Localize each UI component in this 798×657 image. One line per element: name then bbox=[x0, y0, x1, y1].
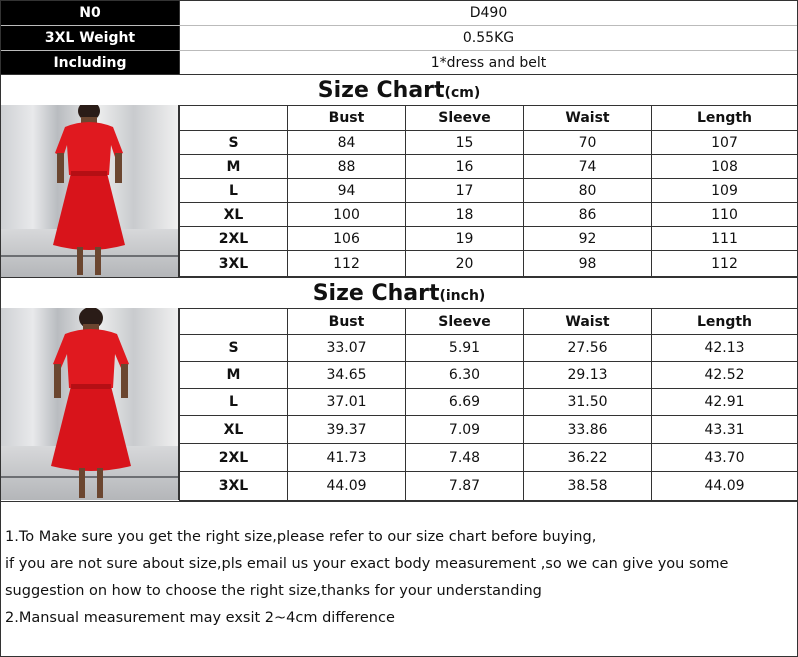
table-header-row bbox=[180, 309, 798, 335]
sleeve-cell: 6.69 bbox=[406, 389, 524, 416]
table-row bbox=[180, 203, 798, 227]
info-row-including bbox=[1, 51, 797, 75]
length-cell: 111 bbox=[652, 227, 798, 251]
length-cell: 112 bbox=[652, 251, 798, 277]
sleeve-cell: 16 bbox=[406, 155, 524, 179]
sleeve-cell: 18 bbox=[406, 203, 524, 227]
note-line: 2.Mansual measurement may exsit 2~4cm difference bbox=[5, 610, 395, 626]
sleeve-cell: 7.87 bbox=[406, 472, 524, 501]
size-cell: 3XL bbox=[180, 251, 288, 277]
column-header bbox=[180, 106, 288, 131]
size-cell: M bbox=[180, 362, 288, 389]
table-row bbox=[180, 472, 798, 501]
sleeve-cell: 19 bbox=[406, 227, 524, 251]
column-header-sleeve: Sleeve bbox=[406, 106, 524, 131]
table-row bbox=[180, 155, 798, 179]
column-header-sleeve: Sleeve bbox=[406, 309, 524, 335]
length-cell: 42.13 bbox=[652, 335, 798, 362]
waist-cell: 92 bbox=[524, 227, 652, 251]
size-cell: M bbox=[180, 155, 288, 179]
chart-title-cm bbox=[1, 74, 797, 106]
info-value: 1*dress and belt bbox=[179, 51, 797, 75]
info-label: 3XL Weight bbox=[1, 26, 179, 50]
dress-photo bbox=[1, 308, 179, 500]
waist-cell: 31.50 bbox=[524, 389, 652, 416]
size-cell: S bbox=[180, 131, 288, 155]
column-header-waist: Waist bbox=[524, 106, 652, 131]
column-header-bust: Bust bbox=[288, 106, 406, 131]
size-cell: L bbox=[180, 389, 288, 416]
waist-cell: 98 bbox=[524, 251, 652, 277]
table-row bbox=[180, 362, 798, 389]
bust-cell: 39.37 bbox=[288, 416, 406, 444]
waist-cell: 74 bbox=[524, 155, 652, 179]
length-cell: 42.91 bbox=[652, 389, 798, 416]
column-header-waist: Waist bbox=[524, 309, 652, 335]
bust-cell: 44.09 bbox=[288, 472, 406, 501]
table-row bbox=[180, 444, 798, 472]
info-value: D490 bbox=[179, 1, 797, 25]
length-cell: 44.09 bbox=[652, 472, 798, 501]
info-value: 0.55KG bbox=[179, 26, 797, 50]
size-cell: XL bbox=[180, 203, 288, 227]
bust-cell: 94 bbox=[288, 179, 406, 203]
waist-cell: 80 bbox=[524, 179, 652, 203]
waist-cell: 70 bbox=[524, 131, 652, 155]
bust-cell: 106 bbox=[288, 227, 406, 251]
waist-cell: 86 bbox=[524, 203, 652, 227]
model-in-red-dress-image bbox=[1, 308, 178, 500]
length-cell: 109 bbox=[652, 179, 798, 203]
bust-cell: 84 bbox=[288, 131, 406, 155]
sleeve-cell: 15 bbox=[406, 131, 524, 155]
column-header bbox=[180, 309, 288, 335]
chart-title-text: Size Chart bbox=[312, 280, 440, 306]
size-cell: S bbox=[180, 335, 288, 362]
sleeve-cell: 17 bbox=[406, 179, 524, 203]
product-info-table bbox=[1, 1, 797, 73]
length-cell: 43.31 bbox=[652, 416, 798, 444]
sleeve-cell: 7.09 bbox=[406, 416, 524, 444]
bust-cell: 33.07 bbox=[288, 335, 406, 362]
size-cell: L bbox=[180, 179, 288, 203]
table-row bbox=[180, 227, 798, 251]
table-row bbox=[180, 389, 798, 416]
info-label: Including bbox=[1, 51, 179, 75]
size-cell: XL bbox=[180, 416, 288, 444]
info-row-weight bbox=[1, 26, 797, 51]
bust-cell: 112 bbox=[288, 251, 406, 277]
chart-unit: (cm) bbox=[444, 85, 481, 101]
note-line: if you are not sure about size,pls email us your exact body measurement ,so we can give you some bbox=[5, 556, 729, 572]
length-cell: 110 bbox=[652, 203, 798, 227]
table-row bbox=[180, 251, 798, 277]
table-row bbox=[180, 131, 798, 155]
size-cell: 3XL bbox=[180, 472, 288, 501]
note-line: 1.To Make sure you get the right size,please refer to our size chart before buying, bbox=[5, 529, 597, 545]
waist-cell: 33.86 bbox=[524, 416, 652, 444]
length-cell: 108 bbox=[652, 155, 798, 179]
size-cell: 2XL bbox=[180, 444, 288, 472]
sleeve-cell: 7.48 bbox=[406, 444, 524, 472]
table-row bbox=[180, 416, 798, 444]
waist-cell: 27.56 bbox=[524, 335, 652, 362]
table-header-row bbox=[180, 106, 798, 131]
table-row bbox=[180, 179, 798, 203]
size-table-inch bbox=[179, 308, 798, 501]
bust-cell: 88 bbox=[288, 155, 406, 179]
table-row bbox=[180, 335, 798, 362]
bust-cell: 37.01 bbox=[288, 389, 406, 416]
column-header-bust: Bust bbox=[288, 309, 406, 335]
chart-title-inch bbox=[1, 277, 797, 309]
waist-cell: 38.58 bbox=[524, 472, 652, 501]
length-cell: 43.70 bbox=[652, 444, 798, 472]
column-header-length: Length bbox=[652, 106, 798, 131]
chart-unit: (inch) bbox=[439, 288, 486, 304]
length-cell: 107 bbox=[652, 131, 798, 155]
chart-title-text: Size Chart bbox=[317, 77, 445, 103]
bust-cell: 34.65 bbox=[288, 362, 406, 389]
info-row-model bbox=[1, 1, 797, 26]
sleeve-cell: 6.30 bbox=[406, 362, 524, 389]
size-table-cm bbox=[179, 105, 798, 277]
size-notes bbox=[1, 501, 797, 657]
bust-cell: 41.73 bbox=[288, 444, 406, 472]
note-line: suggestion on how to choose the right size,thanks for your understanding bbox=[5, 583, 542, 599]
length-cell: 42.52 bbox=[652, 362, 798, 389]
size-cell: 2XL bbox=[180, 227, 288, 251]
column-header-length: Length bbox=[652, 309, 798, 335]
sleeve-cell: 5.91 bbox=[406, 335, 524, 362]
dress-photo bbox=[1, 105, 179, 277]
bust-cell: 100 bbox=[288, 203, 406, 227]
waist-cell: 36.22 bbox=[524, 444, 652, 472]
model-in-red-dress-image bbox=[1, 105, 178, 277]
info-label: N0 bbox=[1, 1, 179, 25]
waist-cell: 29.13 bbox=[524, 362, 652, 389]
sleeve-cell: 20 bbox=[406, 251, 524, 277]
